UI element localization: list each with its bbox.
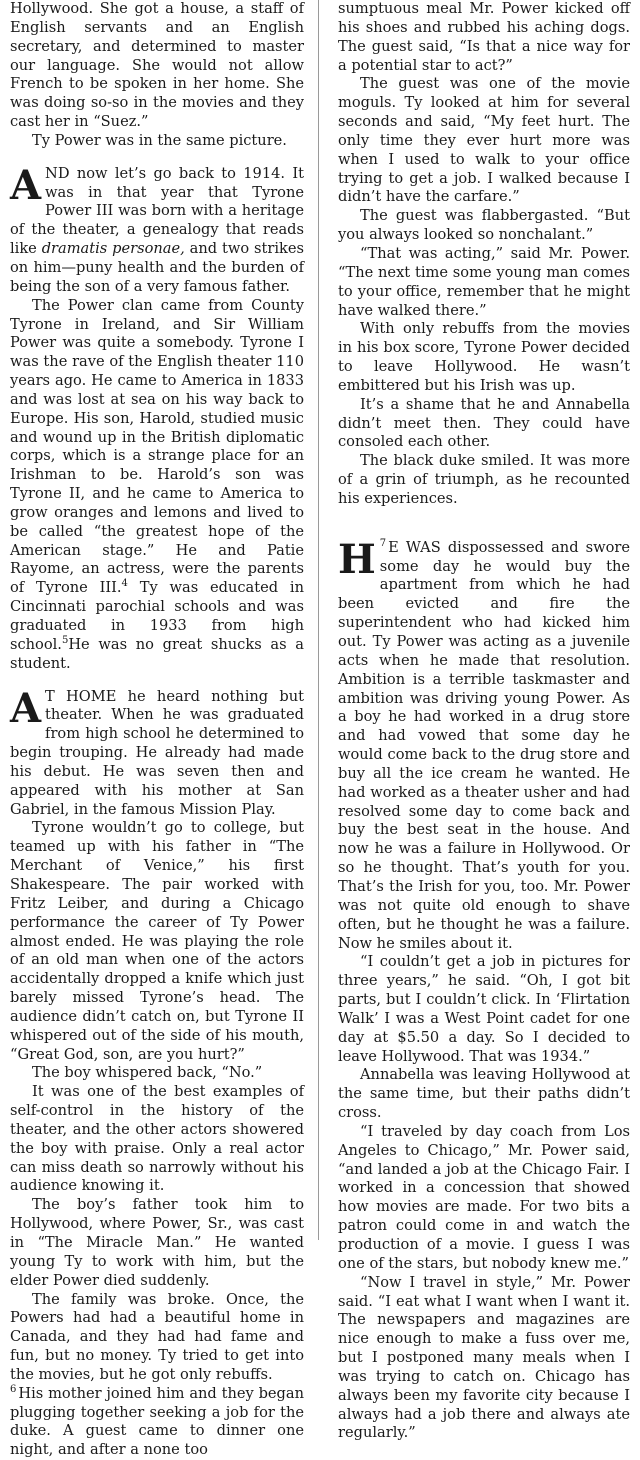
paragraph: It was one of the best examples of self-control in the history of the theater, and the other actors showered the boy with praise. Only a real actor can miss death so narrowly without his audience knowing it.: [10, 1083, 304, 1195]
paragraph: The boy’s father took him to Hollywood, where Power, Sr., was cast in “The Miracle Man.” He wanted young Ty to work with him, but the elder Power died suddenly.: [10, 1196, 304, 1289]
paragraph: Ty Power was in the same picture.: [32, 131, 287, 149]
drop-cap: A: [10, 684, 42, 732]
section-spacer: [338, 509, 630, 539]
paragraph: Annabella was leaving Hollywood at the same time, but their paths didn’t cross.: [338, 1066, 630, 1122]
lead-in-caps: E WAS: [388, 538, 441, 556]
text-run: His mother joined him and they began plugging together seeking a job for the duke. A guest came to dinner one night, and after a none too: [10, 1384, 304, 1459]
right-column: [338, 0, 631, 1442]
paragraph: “Now I travel in style,” Mr. Power said. “I eat what I want when I want it. The newspapers and magazines are nice enough to make a fuss over me, but I postponed many meals when I was trying to catch on. Chicago has always been my favorite city because I always had a job there and always ate regularly.”: [338, 1273, 630, 1442]
paragraph-number-marker: 7: [379, 537, 387, 549]
paragraph: The family was broke. Once, the Powers had had a beautiful home in Canada, and they had had fame and fun, but no money. Ty tried to get into the movies, but he got only rebuffs.: [10, 1290, 304, 1383]
paragraph: With only rebuffs from the movies in his box score, Tyrone Power decided to leave Hollywood. He wasn’t embittered but his Irish was up.: [338, 320, 630, 394]
lead-in-caps: ND: [45, 164, 70, 182]
paragraph: [10, 297, 304, 674]
section-spacer: [10, 151, 304, 165]
drop-cap: H: [338, 535, 376, 583]
paragraph: Tyrone wouldn’t go to college, but teamed up with his father in “The Merchant of Venice,” his first Shakespeare. The pair worked with Fritz Leiber, and during a Chicago performance the career of Ty Power almost ended. He was playing the role of an old man when one of the actors accidentally dropped a knife which just barely missed Tyrone’s head. The audience didn’t catch on, but Tyrone II whispered out of the side of his mouth, “Great God, son, are you hurt?”: [10, 819, 304, 1063]
footnote-marker: 5: [61, 634, 69, 646]
paragraph: It’s a shame that he and Annabella didn’t meet then. They could have consoled each other.: [338, 395, 630, 451]
italic-phrase: dramatis personae,: [41, 240, 185, 258]
paragraph: [10, 1385, 304, 1460]
paragraph: “I traveled by day coach from Los Angeles to Chicago,” Mr. Power said, “and landed a job at the Chicago Fair. I worked in a concession that showed how movies are made. For two bits a patron could come in and watch the production of a movie. I guess I was one of the stars, but nobody knew me.”: [338, 1122, 630, 1272]
text-run: The Power clan came from County Tyrone in Ireland, and Sir William Power was quite a somebody. Tyrone I was the rave of the English theater 110 years ago. He came to America in 1833 and was lost at sea on his way back to Europe. His son, Harold, studied music and wound up in the British diplomatic corps, which is a strange place for an Irishman to be. Harold’s son was Tyrone II, and he came to America to grow oranges and lemons and lived to be called “the greatest hope of the American stage.” He and Patie Rayome, an actress, were the parents of Tyrone III.: [10, 296, 304, 597]
text-run: Ty was educated in Cincinnati parochial schools and was graduated in 1933 from high school.: [10, 579, 304, 653]
column-divider: [318, 0, 319, 1240]
text-run: now let’s go back to 1914. It was in that year that Tyrone Power III was born with a heritage of the theater, a genealogy that reads like: [10, 164, 304, 258]
paragraph: sumptuous meal Mr. Power kicked off his shoes and rubbed his aching dogs. The guest said, “Is that a nice way for a potential star to act?”: [338, 0, 630, 74]
section-opening-paragraph: [338, 535, 631, 954]
text-run: he heard nothing but theater. When he was graduated from high school he determined to begin trouping. He already had made his debut. He was seven then and appeared with his mother at San Gabriel, in the famous Mission Play.: [10, 687, 304, 818]
paragraph: Hollywood. She got a house, a staff of English servants and an English secretary, and determined to master our language. She would not allow French to be spoken in her home. She was doing so-so in the movies and they cast her in “Suez.”: [10, 0, 304, 131]
paragraph: The black duke smiled. It was more of a grin of triumph, as he recounted his experiences.: [338, 452, 630, 507]
left-column: [10, 0, 304, 1459]
section-spacer: [10, 674, 304, 688]
text-run: and two strikes on him—puny health and the burden of being the son of a very famous father.: [10, 240, 304, 295]
lead-in-caps: T HOME: [45, 687, 117, 705]
paragraph: “I couldn’t get a job in pictures for three years,” he said. “Oh, I got bit parts, but I couldn’t click. In ‘Flirtation Walk’ I was a West Point cadet for one day at $5.50 a day. So I decided to leave Hollywood. That was 1934.”: [338, 953, 630, 1065]
footnote-marker: 4: [121, 578, 128, 590]
paragraph: The boy whispered back, “No.”: [32, 1064, 263, 1082]
paragraph: “That was acting,” said Mr. Power. “The next time some young man comes to your office, remember that he might have walked there.”: [338, 244, 630, 319]
text-run: dispossessed and swore some day he would buy the apartment from which he had been evicted and fire the superintendent who had kicked him out. Ty Power was acting as a juvenile acts when he made that resolution. Ambition is a terrible taskmaster and ambition was driving young Power. As a boy he had worked in a drug store and had vowed that some day he would come back to the drug store and buy all the ice cream he wanted. He had worked as a theater usher and had resolved some day to come back and buy the best seat in the house. And now he was a failure in Hollywood. Or so he thought. That’s youth for you. That’s the Irish for you, too. Mr. Power was not quite old enough to shave often, but he thought he was a failure. Now he smiles about it.: [338, 538, 631, 952]
paragraph-number-marker: 6: [10, 1383, 17, 1395]
section-opening-paragraph: [10, 161, 304, 297]
paragraph: The guest was one of the movie moguls. Ty looked at him for several seconds and said, “My feet hurt. The only time they ever hurt more was when I used to walk to your office trying to get a job. I walked because I didn’t have the carfare.”: [338, 75, 630, 206]
paragraph: The guest was flabbergasted. “But you always looked so nonchalant.”: [338, 207, 630, 244]
drop-cap: A: [10, 161, 42, 209]
section-opening-paragraph: [10, 684, 304, 820]
text-run: He was no great shucks as a student.: [10, 635, 304, 672]
